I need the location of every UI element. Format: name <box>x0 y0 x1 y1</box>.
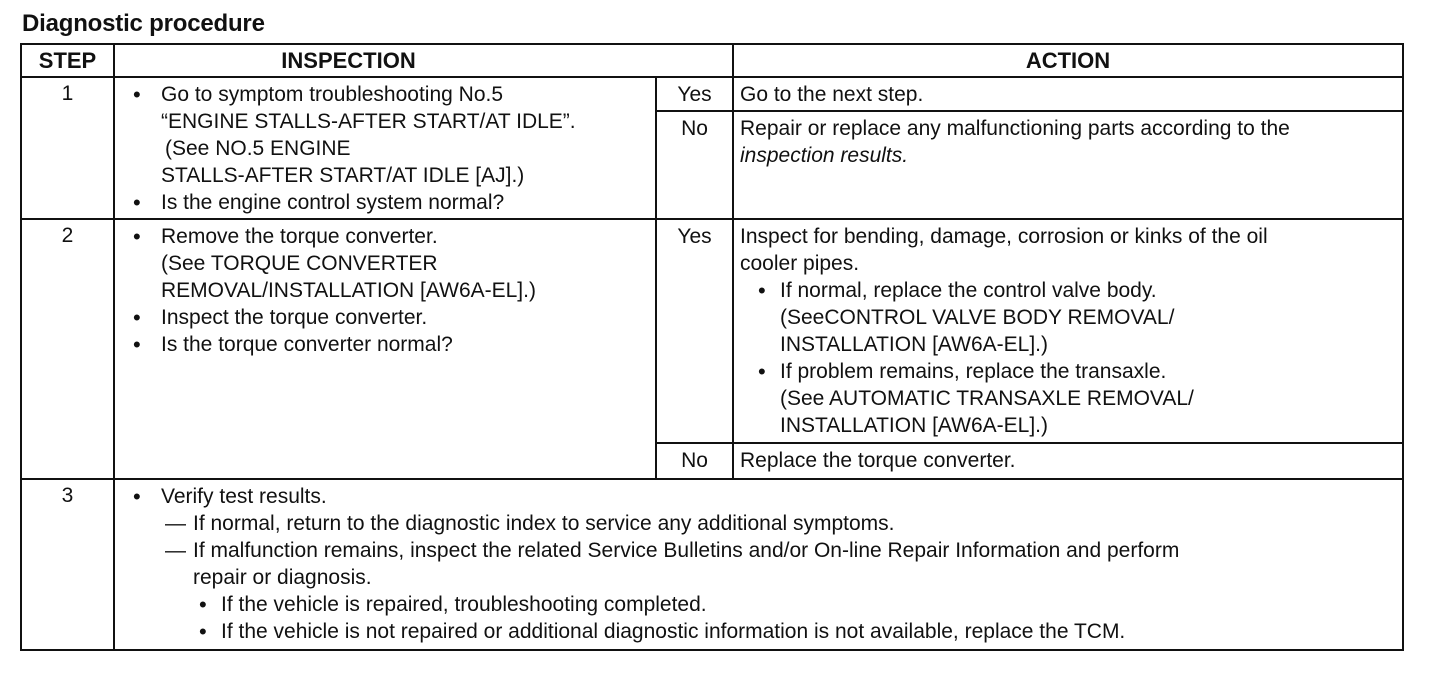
inspection-list <box>127 223 649 358</box>
inspection-text: • Remove the torque converter. <box>161 225 438 248</box>
inspection-text: “ENGINE STALLS-AFTER START/AT IDLE”. <box>161 110 576 133</box>
inspection-text: STALLS-AFTER START/AT IDLE [AJ].) <box>161 164 525 187</box>
inspection-list <box>127 81 649 216</box>
result-no-label: No <box>656 443 733 479</box>
inspection-cell <box>114 77 656 219</box>
action-text: inspection results. <box>740 144 909 167</box>
diagnostic-procedure-table <box>20 43 1404 651</box>
list-item <box>127 81 649 189</box>
result-yes-label: Yes <box>656 219 733 443</box>
step-number: 3 <box>21 479 114 650</box>
result-no-label: No <box>656 111 733 219</box>
result-sublist <box>127 591 1396 645</box>
inspection-text: • Go to symptom troubleshooting No.5 <box>161 83 504 106</box>
table-header-row <box>21 44 1403 77</box>
list-item: • If the vehicle is not repaired or additional diagnostic information is not available, replace the TCM. <box>127 618 1396 645</box>
step-number: 2 <box>21 219 114 479</box>
list-item: — If normal, return to the diagnostic index to service any additional symptoms. <box>127 510 1396 537</box>
list-item <box>127 537 1396 591</box>
action-text: INSTALLATION [AW6A-EL].) <box>780 414 1048 437</box>
action-text: cooler pipes. <box>740 252 860 275</box>
inspection-cell <box>114 479 1403 650</box>
action-text: • If normal, replace the control valve body. <box>780 279 1157 302</box>
list-item <box>746 277 1396 358</box>
table-row <box>21 77 1403 111</box>
inspection-text: (See NO.5 ENGINE <box>165 137 351 160</box>
action-text: INSTALLATION [AW6A-EL].) <box>780 333 1048 356</box>
dash-list <box>127 510 1396 591</box>
action-cell: Replace the torque converter. <box>733 443 1403 479</box>
page-title: Diagnostic procedure <box>22 10 265 37</box>
inspection-text: — If malfunction remains, inspect the related Service Bulletins and/or On-line Repair Information and perform <box>193 539 1180 562</box>
step-number: 1 <box>21 77 114 219</box>
inspection-cell <box>114 219 656 479</box>
list-item: • If the vehicle is repaired, troubleshooting completed. <box>127 591 1396 618</box>
action-sublist <box>746 277 1396 439</box>
action-text: (SeeCONTROL VALVE BODY REMOVAL/ <box>780 306 1175 329</box>
table-row <box>21 219 1403 443</box>
list-item: • Inspect the torque converter. <box>127 304 649 331</box>
action-cell <box>733 219 1403 443</box>
result-yes-label: Yes <box>656 77 733 111</box>
inspection-text: REMOVAL/INSTALLATION [AW6A-EL].) <box>161 279 536 302</box>
action-text: (See AUTOMATIC TRANSAXLE REMOVAL/ <box>780 387 1194 410</box>
header-step: STEP <box>21 44 114 77</box>
header-inspection: INSPECTION <box>114 44 733 77</box>
inspection-list <box>127 483 1396 510</box>
list-item: • Verify test results. <box>127 483 1396 510</box>
action-text: Repair or replace any malfunctioning parts according to the <box>740 117 1290 140</box>
inspection-text: repair or diagnosis. <box>193 566 372 589</box>
list-item <box>746 358 1396 439</box>
action-text: • If problem remains, replace the transaxle. <box>780 360 1167 383</box>
action-text: Inspect for bending, damage, corrosion or kinks of the oil <box>740 225 1268 248</box>
list-item: • Is the engine control system normal? <box>127 189 649 216</box>
action-cell <box>733 111 1403 219</box>
list-item <box>127 223 649 304</box>
action-cell: Go to the next step. <box>733 77 1403 111</box>
table-row <box>21 479 1403 650</box>
header-action: ACTION <box>733 44 1403 77</box>
inspection-text: (See TORQUE CONVERTER <box>161 252 438 275</box>
list-item: • Is the torque converter normal? <box>127 331 649 358</box>
